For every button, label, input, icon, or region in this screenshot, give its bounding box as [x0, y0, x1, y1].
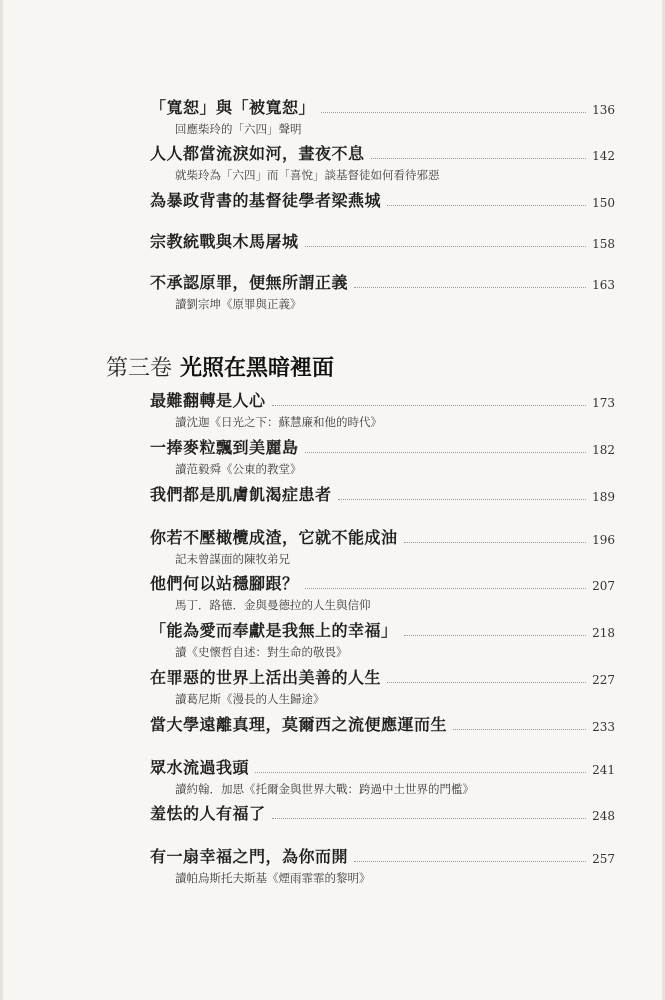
toc-entry-page: 150 [592, 196, 615, 210]
toc-entry [150, 142, 615, 183]
toc-entry [150, 572, 615, 613]
toc-entry-page: 182 [592, 443, 615, 457]
toc-entry-subtitle: 讀《史懷哲自述：對生命的敬畏》 [175, 645, 348, 659]
toc-entry-subtitle: 記未曾謀面的陳牧弟兄 [175, 552, 290, 566]
dot-leader [305, 588, 587, 589]
toc-entry-page: 163 [592, 278, 615, 292]
section-title: 光照在黑暗裡面 [180, 356, 335, 381]
toc-entry [150, 189, 615, 211]
dot-leader [387, 682, 586, 683]
toc-entry [150, 619, 615, 660]
toc-entry [150, 271, 615, 312]
dot-leader [272, 818, 587, 819]
toc-entry [150, 526, 615, 567]
toc-entry-title: 眾水流過我頭 [150, 758, 250, 777]
toc-entry-page: 207 [592, 579, 615, 593]
toc-entry-subtitle: 讀沈迦《日光之下：蘇慧廉和他的時代》 [175, 415, 382, 429]
toc-entry-title: 不承認原罪，便無所謂正義 [150, 273, 349, 292]
toc-entry [150, 666, 615, 707]
toc-entry-page: 248 [592, 809, 615, 823]
toc-entry-page: 142 [592, 149, 615, 163]
toc-entry-subtitle: 讀帕烏斯托夫斯基《煙雨霏霏的黎明》 [175, 871, 371, 885]
toc-entry-page: 227 [592, 673, 615, 687]
dot-leader [305, 452, 587, 453]
dot-leader [387, 205, 586, 206]
toc-entry-subtitle: 讀范毅舜《公東的教堂》 [175, 462, 302, 476]
toc-entry-title: 我們都是肌膚飢渴症患者 [150, 485, 332, 504]
toc-entry-page: 136 [592, 103, 615, 117]
toc-entry [150, 845, 615, 886]
toc-entry-subtitle: 馬丁．路德．金與曼德拉的人生與信仰 [175, 598, 371, 612]
dot-leader [371, 158, 587, 159]
toc-entry-subtitle: 讀葛尼斯《漫長的人生歸途》 [175, 692, 325, 706]
section-heading [106, 351, 334, 382]
section-label: 第三卷 [106, 356, 173, 381]
toc-entry [150, 802, 615, 824]
toc-entry-page: 158 [592, 237, 615, 251]
toc-entry-subtitle: 讀劉宗坤《原罪與正義》 [175, 297, 302, 311]
toc-entry-title: 「寬恕」與「被寬恕」 [150, 98, 316, 117]
toc-entry-title: 你若不壓橄欖成渣，它就不能成油 [150, 528, 398, 547]
dot-leader [404, 635, 587, 636]
toc-entry-title: 羞怯的人有福了 [150, 804, 266, 823]
toc-entry-page: 189 [592, 490, 615, 504]
toc-entry-title: 有一扇幸福之門，為你而開 [150, 847, 349, 866]
toc-entry [150, 483, 615, 505]
toc-entry-title: 「能為愛而奉獻是我無上的幸福」 [150, 621, 398, 640]
toc-entry [150, 436, 615, 477]
toc-entry-title: 人人都當流淚如河，晝夜不息 [150, 144, 365, 163]
toc-entry-subtitle: 讀約翰．加思《托爾金與世界大戰：跨過中土世界的門檻》 [175, 782, 474, 796]
toc-entry [150, 756, 615, 797]
toc-entry-title: 一捧麥粒飄到美麗島 [150, 438, 299, 457]
toc-entry-subtitle: 回應柴玲的「六四」聲明 [175, 122, 302, 136]
dot-leader [453, 729, 586, 730]
dot-leader [255, 772, 586, 773]
toc-entry-page: 218 [592, 626, 615, 640]
toc-entry-page: 173 [592, 396, 615, 410]
dot-leader [305, 246, 587, 247]
dot-leader [404, 542, 587, 543]
toc-entry-page: 233 [592, 720, 615, 734]
toc-entry-title: 為暴政背書的基督徒學者梁燕城 [150, 191, 382, 210]
toc-entry-title: 當大學遠離真理，莫爾西之流便應運而生 [150, 715, 448, 734]
toc-entry-page: 257 [592, 852, 615, 866]
toc-entry-title: 宗教統戰與木馬屠城 [150, 232, 299, 251]
toc-entry [150, 96, 615, 137]
dot-leader [354, 287, 586, 288]
toc-entry [150, 230, 615, 252]
dot-leader [321, 112, 586, 113]
toc-entry-subtitle: 就柴玲為「六四」而「喜悅」談基督徒如何看待邪惡 [175, 168, 440, 182]
page-edge-left [0, 0, 3, 1000]
dot-leader [354, 861, 586, 862]
dot-leader [272, 405, 587, 406]
toc-entry-title: 在罪惡的世界上活出美善的人生 [150, 668, 382, 687]
toc-entry-title: 他們何以站穩腳跟？ [150, 574, 299, 593]
toc-entry-page: 241 [592, 763, 615, 777]
toc-entry-title: 最難翻轉是人心 [150, 391, 266, 410]
toc-entry [150, 389, 615, 430]
dot-leader [338, 499, 587, 500]
toc-entry-page: 196 [592, 533, 615, 547]
toc-entry [150, 713, 615, 735]
